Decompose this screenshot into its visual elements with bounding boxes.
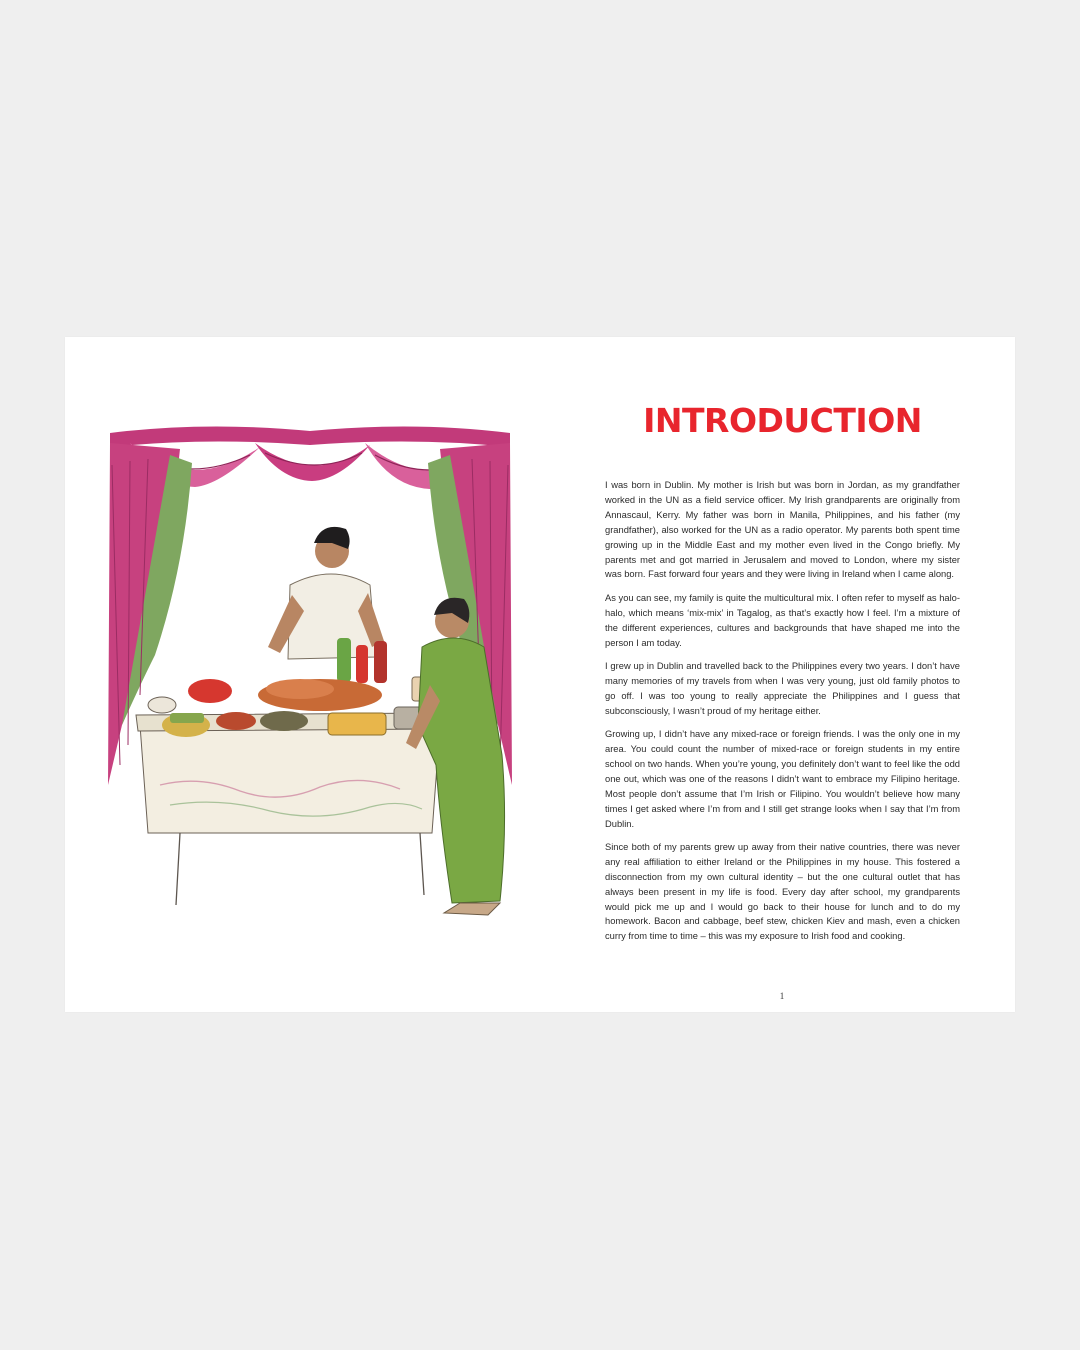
page-title: INTRODUCTION — [643, 401, 922, 440]
family-feast-illustration — [100, 425, 520, 925]
body-text — [605, 478, 960, 953]
book-spread — [65, 337, 1015, 1012]
paragraph: Growing up, I didn’t have any mixed-race or foreign friends. I was the only one in my area. You could count the number of mixed-race or foreign students in my entire school on two hands. When you’re young, you definitely don’t want to feel like the odd one out, which was one of the reasons I didn’t want to embrace my Filipino heritage. Most people don’t assume that I’m Irish or Filipino. You wouldn’t believe how many times I get asked where I’m from and I still get strange looks when I say that I’m from Dublin. — [605, 729, 960, 829]
page-number: 1 — [779, 991, 785, 1001]
paragraph: I was born in Dublin. My mother is Irish but was born in Jordan, as my grandfather worked in the UN as a field service officer. My Irish grandparents are originally from Annascaul, Kerry. My father was born in Manila, Philippines, and his father (my grandfather), also worked for the UN as a radio operator. My parents both spent time growing up in the Middle East and my mother even lived in the Congo briefly. My parents met and got married in Jerusalem and moved to London, where my sister was born. Fast forward four years and they were living in Ireland when I came along. — [605, 480, 960, 580]
paragraph: As you can see, my family is quite the multicultural mix. I often refer to myself as halo-halo, which means ‘mix-mix’ in Tagalog, as that’s exactly how I feel. I’m a mixture of the different experiences, cultures and backgrounds that have shaped me into the person I am today. — [605, 592, 960, 648]
paragraph: Since both of my parents grew up away from their native countries, there was never any real affiliation to either Ireland or the Philippines in my house. This fostered a disconnection from my own cultural identity – but the one cultural outlet that has always been present in my life is food. Every day after school, my grandparents would pick me up and I would go back to their house for lunch and to do my homework. Bacon and cabbage, beef stew, chicken Kiev and mash, even a chicken curry from time to time – this was my exposure to Irish food and cooking. — [605, 841, 960, 942]
paragraph: I grew up in Dublin and travelled back to the Philippines every two years. I don’t have many memories of my travels from when I was very young, just old family photos to go off. I was too young to really appreciate the Philippines and I guess that subconsciously, I wasn’t proud of my heritage either. — [605, 660, 960, 716]
